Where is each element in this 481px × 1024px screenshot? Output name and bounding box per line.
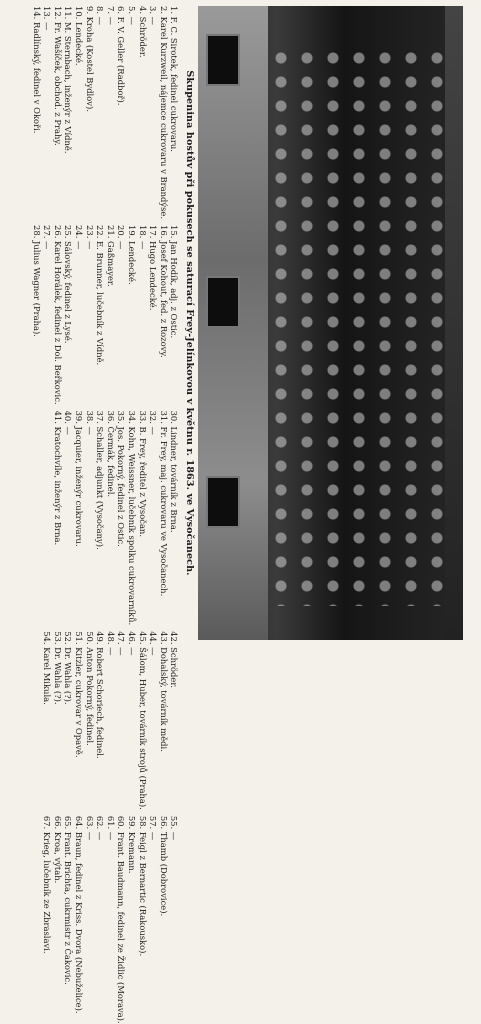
list-item: 19. Lendecké.	[127, 225, 138, 285]
list-item: 43. Dohalský, továrník mědi.	[158, 631, 169, 752]
list-item: 46. —	[127, 631, 138, 656]
list-item: 24. —	[74, 225, 85, 250]
list-item: 32. —	[148, 410, 159, 435]
list-item: 20. —	[116, 225, 127, 250]
list-item: 6. F. V. Geller (Radboř).	[116, 6, 127, 106]
list-item: 41. Kratochvíle, inženýr z Brna.	[52, 410, 63, 546]
list-item: 66. Kroa, výtah.	[52, 815, 63, 884]
list-item: 8. —	[95, 6, 106, 26]
list-item: 1. F. C. Sirotek, fedinel cukrovaru.	[169, 6, 180, 152]
list-item: 56. Thamb (Dobrovice).	[158, 815, 169, 917]
name-columns	[31, 6, 180, 1024]
list-item: 54. Karel Mikula.	[42, 631, 53, 705]
list-item: 59. Kremann.	[127, 815, 138, 874]
list-item: 63. —	[84, 815, 95, 841]
list-item: 17. Hugo Lendecké.	[148, 225, 159, 311]
list-item: 50. Anton Pokorný, fedinel.	[84, 631, 95, 746]
group-photograph	[198, 6, 463, 640]
list-item: 37. Schaller, adjunkt (Vysočany).	[95, 410, 106, 550]
list-item: 16. Josef Kohout, fed. z Rozovy.	[158, 225, 169, 358]
list-item: 38. —	[84, 410, 95, 435]
name-column-3	[31, 411, 179, 626]
list-item: 34. Kohn, Weissner, lučebník spolku cukrovarníků.	[127, 410, 138, 626]
list-item: 65. Frant. Brichta, cukrmistr z Čakovic.	[63, 815, 74, 985]
list-item: 18. —	[137, 225, 148, 250]
list-item: 47. —	[116, 631, 127, 656]
list-item: 25. Sálovský, fedinel z Lysé.	[63, 225, 74, 344]
caption-area	[6, 6, 195, 1024]
name-column-1	[31, 6, 179, 219]
list-item: 14. Radlínský, fedinel v Okoři.	[31, 6, 42, 134]
list-item: 51. Kitzler, cukrovar v Opavě.	[74, 631, 85, 758]
list-item: 64. Braun, fedinel z Kriss. Dvora (Nebuželice).	[74, 815, 85, 1014]
list-item: 11. M. Sternbach, inženýr z Vídně.	[63, 6, 74, 154]
list-item: 60. Frant. Baudmann, fedinel ze Židlic (Morava).	[116, 815, 127, 1024]
list-item: 39. Jacquier, inženýr cukrovaru.	[74, 410, 85, 547]
list-item: 31. Fr. Frey, maj. cukrovaru ve Vysočanech.	[158, 410, 169, 597]
list-item: 40. —	[63, 410, 74, 435]
window	[206, 276, 240, 328]
list-item: 53. Dr. Wahla (?).	[52, 631, 63, 705]
name-column-5	[31, 816, 179, 1024]
list-item: 15. Jan Hodík, adj. z Ostic.	[169, 225, 180, 339]
list-item: 61. —	[105, 815, 116, 841]
list-item: 36. Čermák, fedinel.	[105, 410, 116, 498]
list-item: 55. —	[169, 815, 180, 841]
window	[206, 34, 240, 86]
list-item: 2. Karel Kurzweil, nájemce cukrovaru v Brandýse.	[158, 6, 169, 220]
list-item: 42. Schröder.	[169, 631, 180, 689]
list-item: 30. Lindner, továrník z Brna.	[169, 410, 180, 533]
list-item: 45. Šálom, Huber, továrník strojů (Praha).	[137, 631, 148, 810]
name-column-2	[31, 225, 179, 405]
list-item: 33. B. Frey, ředitel z Vysočan.	[137, 410, 148, 537]
list-item: 13. —	[42, 6, 53, 31]
list-item: 3. —	[148, 6, 159, 26]
list-item: 52. Dr. Wahla (?).	[63, 631, 74, 705]
list-item: 62. —	[95, 815, 106, 841]
list-item: 10. Lendecké.	[74, 6, 85, 66]
list-item: 28. Julius Wagner (Praha).	[31, 225, 42, 337]
list-item: 21. Gaßmayer.	[105, 225, 116, 287]
photo-caption	[6, 6, 195, 1024]
caption-title: Skupenina hostův při pokusech se saturací Frey-Jelínkovou v květnu r. 1863. ve Vysočanech.	[184, 70, 195, 576]
list-item: 57. —	[148, 815, 159, 841]
crowd-of-men	[268, 46, 458, 606]
list-item: 44. —	[148, 631, 159, 656]
list-item: 12. Fr. Wašíček, obchod. z Prahy.	[52, 6, 63, 146]
list-item: 5. —	[127, 6, 138, 26]
list-item: 26. Karel Horálek, fedinel z Dol. Beřkovic.	[52, 225, 63, 405]
list-item: 49. Robert Schoriech, fedinel.	[95, 631, 106, 759]
ground-strip	[445, 6, 463, 640]
list-item: 35. Jos. Pokorný, fedinel z Ostic.	[116, 410, 127, 547]
list-item: 48. —	[105, 631, 116, 656]
list-item: 27. —	[42, 225, 53, 250]
name-column-4	[31, 631, 179, 810]
window	[206, 476, 240, 528]
list-item: 67. Krieg, lučebník ze Zbraslavi.	[42, 815, 53, 954]
list-item: 7. —	[105, 6, 116, 26]
list-item: 58. Feigl z Bernartic (Rakousko).	[137, 815, 148, 957]
list-item: 4. Schröder.	[137, 6, 148, 58]
list-item: 23. —	[84, 225, 95, 250]
list-item: 22. E. Brunner, lučebník z Vídně.	[95, 225, 106, 366]
list-item: 9. Kroha (Kostel Bydlov).	[84, 6, 95, 112]
